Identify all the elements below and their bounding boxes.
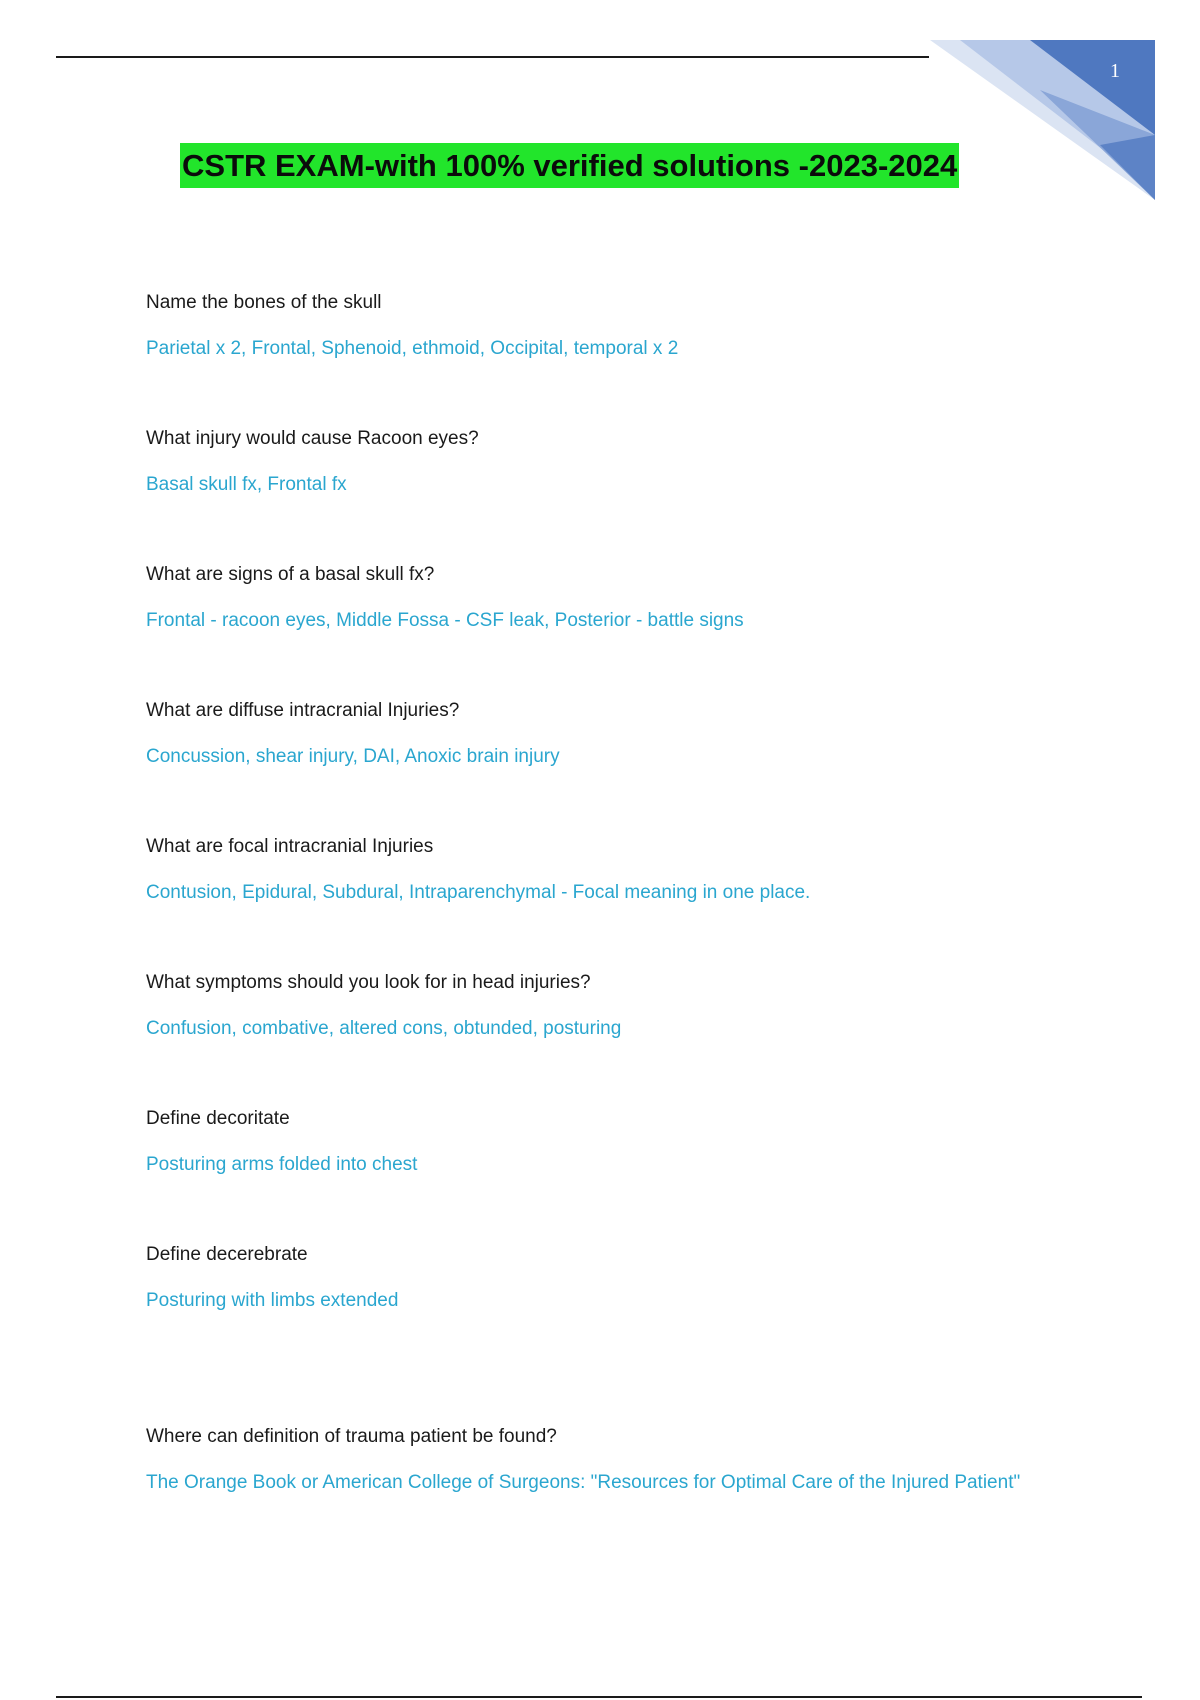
page-number: 1	[1110, 60, 1120, 82]
qa-item	[146, 563, 1046, 635]
qa-item	[146, 1243, 1046, 1315]
answer-text: Contusion, Epidural, Subdural, Intraparenchymal - Focal meaning in one place.	[146, 882, 811, 903]
question-text: Where can definition of trauma patient be found?	[146, 1426, 557, 1447]
answer-text: The Orange Book or American College of Surgeons: "Resources for Optimal Care of the Injured Patient"	[146, 1472, 1021, 1493]
answer-text: Confusion, combative, altered cons, obtunded, posturing	[146, 1018, 622, 1039]
qa-item	[146, 699, 1046, 771]
question-text: Name the bones of the skull	[146, 292, 382, 313]
answer-text: Parietal x 2, Frontal, Sphenoid, ethmoid, Occipital, temporal x 2	[146, 338, 679, 359]
qa-item	[146, 1107, 1046, 1179]
qa-item	[146, 835, 1046, 907]
qa-item	[146, 971, 1046, 1043]
answer-text: Concussion, shear injury, DAI, Anoxic brain injury	[146, 746, 560, 767]
question-text: What symptoms should you look for in head injuries?	[146, 972, 591, 993]
qa-item	[146, 427, 1046, 499]
question-text: What are signs of a basal skull fx?	[146, 564, 435, 585]
answer-text: Posturing with limbs extended	[146, 1290, 399, 1311]
question-text: What are diffuse intracranial Injuries?	[146, 700, 460, 721]
question-text: Define decerebrate	[146, 1244, 308, 1265]
question-text: What are focal intracranial Injuries	[146, 836, 434, 857]
question-text: What injury would cause Racoon eyes?	[146, 428, 479, 449]
answer-text: Posturing arms folded into chest	[146, 1154, 418, 1175]
answer-text: Basal skull fx, Frontal fx	[146, 474, 347, 495]
question-text: Define decoritate	[146, 1108, 290, 1129]
footer-rule	[56, 1696, 1142, 1698]
page-title: CSTR EXAM-with 100% verified solutions -2023-2024	[180, 143, 959, 188]
header-rule	[56, 56, 929, 58]
qa-item	[146, 1425, 1046, 1497]
qa-item	[146, 291, 1046, 363]
answer-text: Frontal - racoon eyes, Middle Fossa - CSF leak, Posterior - battle signs	[146, 610, 744, 631]
